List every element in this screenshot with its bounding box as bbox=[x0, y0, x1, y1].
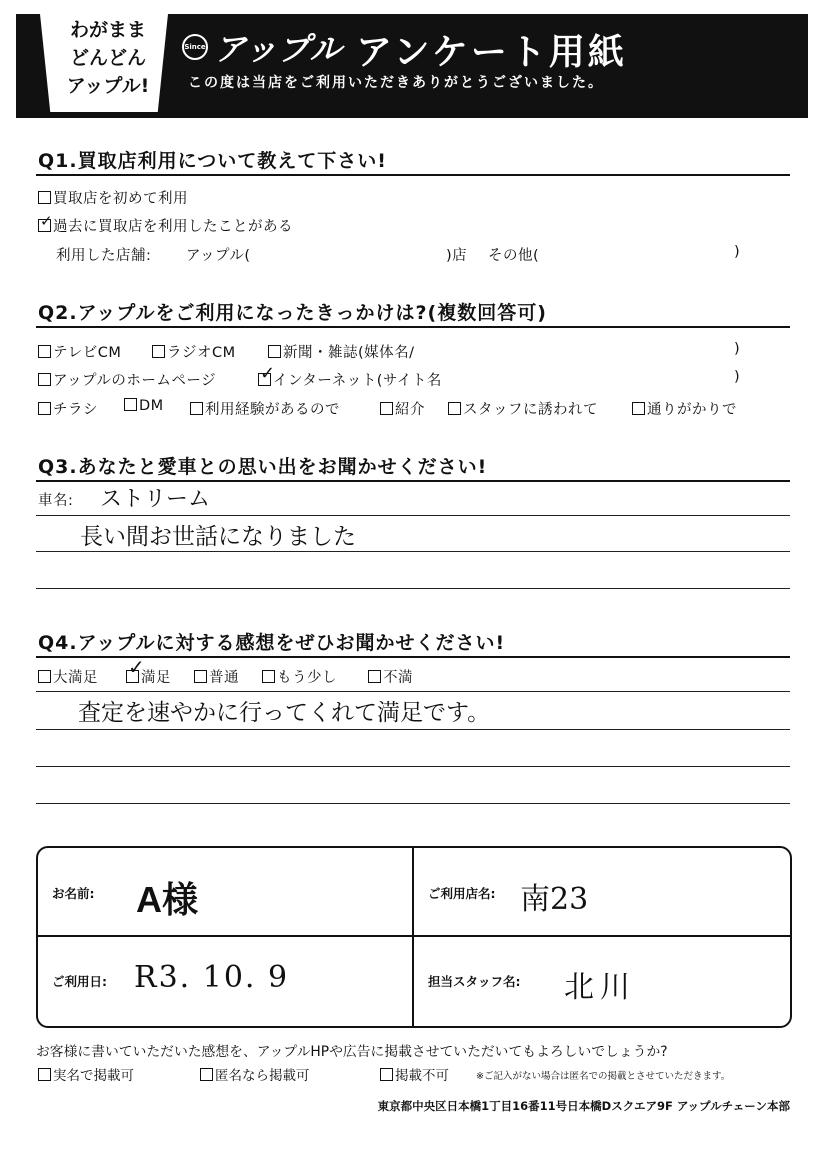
checkbox[interactable] bbox=[124, 398, 137, 411]
slogan-line: わがまま bbox=[69, 19, 146, 41]
slogan-line: どんどん bbox=[69, 47, 146, 69]
q2-option-referral[interactable] bbox=[380, 398, 425, 419]
q4-option-normal[interactable] bbox=[194, 666, 239, 687]
option-label: 通りがかりで bbox=[647, 402, 737, 418]
divider bbox=[36, 174, 790, 176]
checkbox[interactable] bbox=[448, 402, 461, 415]
checkbox[interactable] bbox=[380, 402, 393, 415]
checkbox-checked[interactable]: ✓ bbox=[126, 670, 139, 683]
answer-line bbox=[36, 766, 790, 767]
q3-car-label: 車名: bbox=[38, 493, 74, 509]
q1-option-first-time[interactable] bbox=[38, 187, 188, 208]
q3-car-name[interactable]: ストリーム bbox=[100, 487, 211, 512]
answer-line bbox=[36, 691, 790, 692]
q1-title: Q1.買取店利用について教えて下さい! bbox=[38, 150, 387, 172]
q2-option-newspaper[interactable] bbox=[268, 341, 415, 362]
option-label: DM bbox=[139, 398, 164, 414]
checkbox[interactable] bbox=[190, 402, 203, 415]
q2-option-staff[interactable] bbox=[448, 398, 598, 419]
option-label: チラシ bbox=[53, 402, 98, 418]
q2-option-flyer[interactable] bbox=[38, 398, 98, 419]
slogan-line: アップル! bbox=[66, 75, 150, 97]
checkbox-checked[interactable]: ✓ bbox=[260, 363, 276, 384]
option-label: 新聞・雑誌(媒体名/ bbox=[283, 345, 415, 361]
answer-line bbox=[36, 515, 790, 516]
name-label: お名前: bbox=[52, 886, 95, 901]
option-label: 普通 bbox=[209, 670, 239, 686]
option-label: 実名で掲載可 bbox=[53, 1068, 134, 1084]
q2-option-tv[interactable] bbox=[38, 341, 121, 362]
q2-option-internet[interactable] bbox=[258, 363, 442, 390]
answer-line bbox=[36, 803, 790, 804]
option-label: 過去に買取店を利用したことがある bbox=[53, 219, 293, 235]
option-label: 不満 bbox=[383, 670, 413, 686]
consent-question: お客様に書いていただいた感想を、アップルHPや広告に掲載させていただいてもよろしいでしょうか? bbox=[36, 1044, 668, 1060]
option-label: インターネット(サイト名 bbox=[273, 373, 442, 389]
checkbox[interactable] bbox=[152, 345, 165, 358]
q2-option-homepage[interactable] bbox=[38, 369, 216, 390]
checkbox[interactable] bbox=[38, 670, 51, 683]
form-title: アンケート用紙 bbox=[356, 32, 627, 73]
q1-shop-suffix: )店 bbox=[446, 248, 468, 264]
option-label: ラジオCM bbox=[167, 345, 236, 361]
company-address: 東京都中央区日本橋1丁目16番11号日本橋Dスクエア9F アップルチェーン本部 bbox=[377, 1099, 790, 1113]
checkbox[interactable] bbox=[632, 402, 645, 415]
option-label: 利用経験があるので bbox=[205, 402, 340, 418]
divider bbox=[36, 656, 790, 658]
option-label: もう少し bbox=[277, 670, 337, 686]
q3-memory[interactable]: 長い間お世話になりました bbox=[80, 524, 356, 550]
option-label: 満足 bbox=[141, 670, 171, 686]
brand-logo: アップル bbox=[214, 30, 343, 68]
divider bbox=[36, 326, 790, 328]
checkbox[interactable] bbox=[194, 670, 207, 683]
option-label: テレビCM bbox=[53, 345, 122, 361]
box-divider bbox=[36, 935, 790, 937]
option-label: アップルのホームページ bbox=[53, 373, 217, 389]
answer-line bbox=[36, 551, 790, 552]
q2-option-passing[interactable] bbox=[632, 398, 737, 419]
slogan bbox=[52, 16, 164, 100]
consent-anonymous[interactable] bbox=[200, 1064, 310, 1084]
checkbox[interactable] bbox=[368, 670, 381, 683]
checkbox[interactable] bbox=[38, 345, 51, 358]
option-label: 掲載不可 bbox=[395, 1068, 449, 1084]
option-label: 大満足 bbox=[53, 670, 98, 686]
consent-note: ※ご記入がない場合は匿名での掲載とさせていただきます。 bbox=[476, 1071, 731, 1082]
store-label: ご利用店名: bbox=[428, 886, 496, 901]
checkbox[interactable] bbox=[38, 1068, 51, 1081]
checkbox[interactable] bbox=[200, 1068, 213, 1081]
checkbox[interactable] bbox=[38, 373, 51, 386]
apple-logo-icon: Since bbox=[182, 34, 208, 60]
q4-option-dissatisfied[interactable] bbox=[368, 666, 413, 687]
checkbox[interactable] bbox=[380, 1068, 393, 1081]
date-label: ご利用日: bbox=[52, 974, 107, 989]
answer-line bbox=[36, 729, 790, 730]
q2-option-dm[interactable] bbox=[124, 398, 164, 414]
q1-shop-brand: アップル( bbox=[186, 248, 251, 264]
consent-not-allowed[interactable] bbox=[380, 1064, 449, 1084]
q4-comment[interactable]: 査定を速やかに行ってくれて満足です。 bbox=[78, 700, 491, 726]
checkbox[interactable] bbox=[38, 402, 51, 415]
option-label: スタッフに誘われて bbox=[463, 402, 598, 418]
q1-option-used-before[interactable] bbox=[38, 212, 293, 236]
option-label: 紹介 bbox=[395, 402, 425, 418]
q1-shop-label: 利用した店舗: bbox=[56, 248, 152, 264]
checkbox[interactable] bbox=[262, 670, 275, 683]
consent-real-name[interactable] bbox=[38, 1064, 134, 1084]
q2-option-radio[interactable] bbox=[152, 341, 236, 362]
staff-value[interactable]: 北川 bbox=[564, 970, 636, 1005]
checkbox-checked[interactable]: ✓ bbox=[40, 212, 54, 230]
name-value[interactable]: A様 bbox=[136, 879, 198, 920]
q4-option-little-more[interactable] bbox=[262, 666, 337, 687]
q2-title: Q2.アップルをご利用になったきっかけは?(複数回答可) bbox=[38, 302, 547, 324]
checkbox[interactable] bbox=[38, 191, 51, 204]
q2-option-experience[interactable] bbox=[190, 398, 340, 419]
q1-other-label: その他( bbox=[488, 248, 540, 264]
q1-other-close: ) bbox=[734, 244, 741, 260]
option-label: 買取店を初めて利用 bbox=[53, 191, 188, 207]
date-value[interactable]: R3. 10. 9 bbox=[134, 960, 290, 995]
q2-newspaper-close: ) bbox=[734, 341, 741, 357]
answer-line bbox=[36, 588, 790, 589]
q2-internet-close: ) bbox=[734, 369, 741, 385]
q4-option-very-satisfied[interactable] bbox=[38, 666, 98, 687]
thanks-message: この度は当店をご利用いただきありがとうございました。 bbox=[188, 75, 604, 91]
q4-option-satisfied[interactable] bbox=[126, 655, 171, 687]
option-label: 匿名なら掲載可 bbox=[215, 1068, 310, 1084]
q3-title: Q3.あなたと愛車との思い出をお聞かせください! bbox=[38, 456, 488, 478]
q4-title: Q4.アップルに対する感想をぜひお聞かせください! bbox=[38, 632, 506, 654]
checkbox[interactable] bbox=[268, 345, 281, 358]
store-value[interactable]: 南23 bbox=[520, 882, 589, 917]
staff-label: 担当スタッフ名: bbox=[428, 974, 521, 989]
